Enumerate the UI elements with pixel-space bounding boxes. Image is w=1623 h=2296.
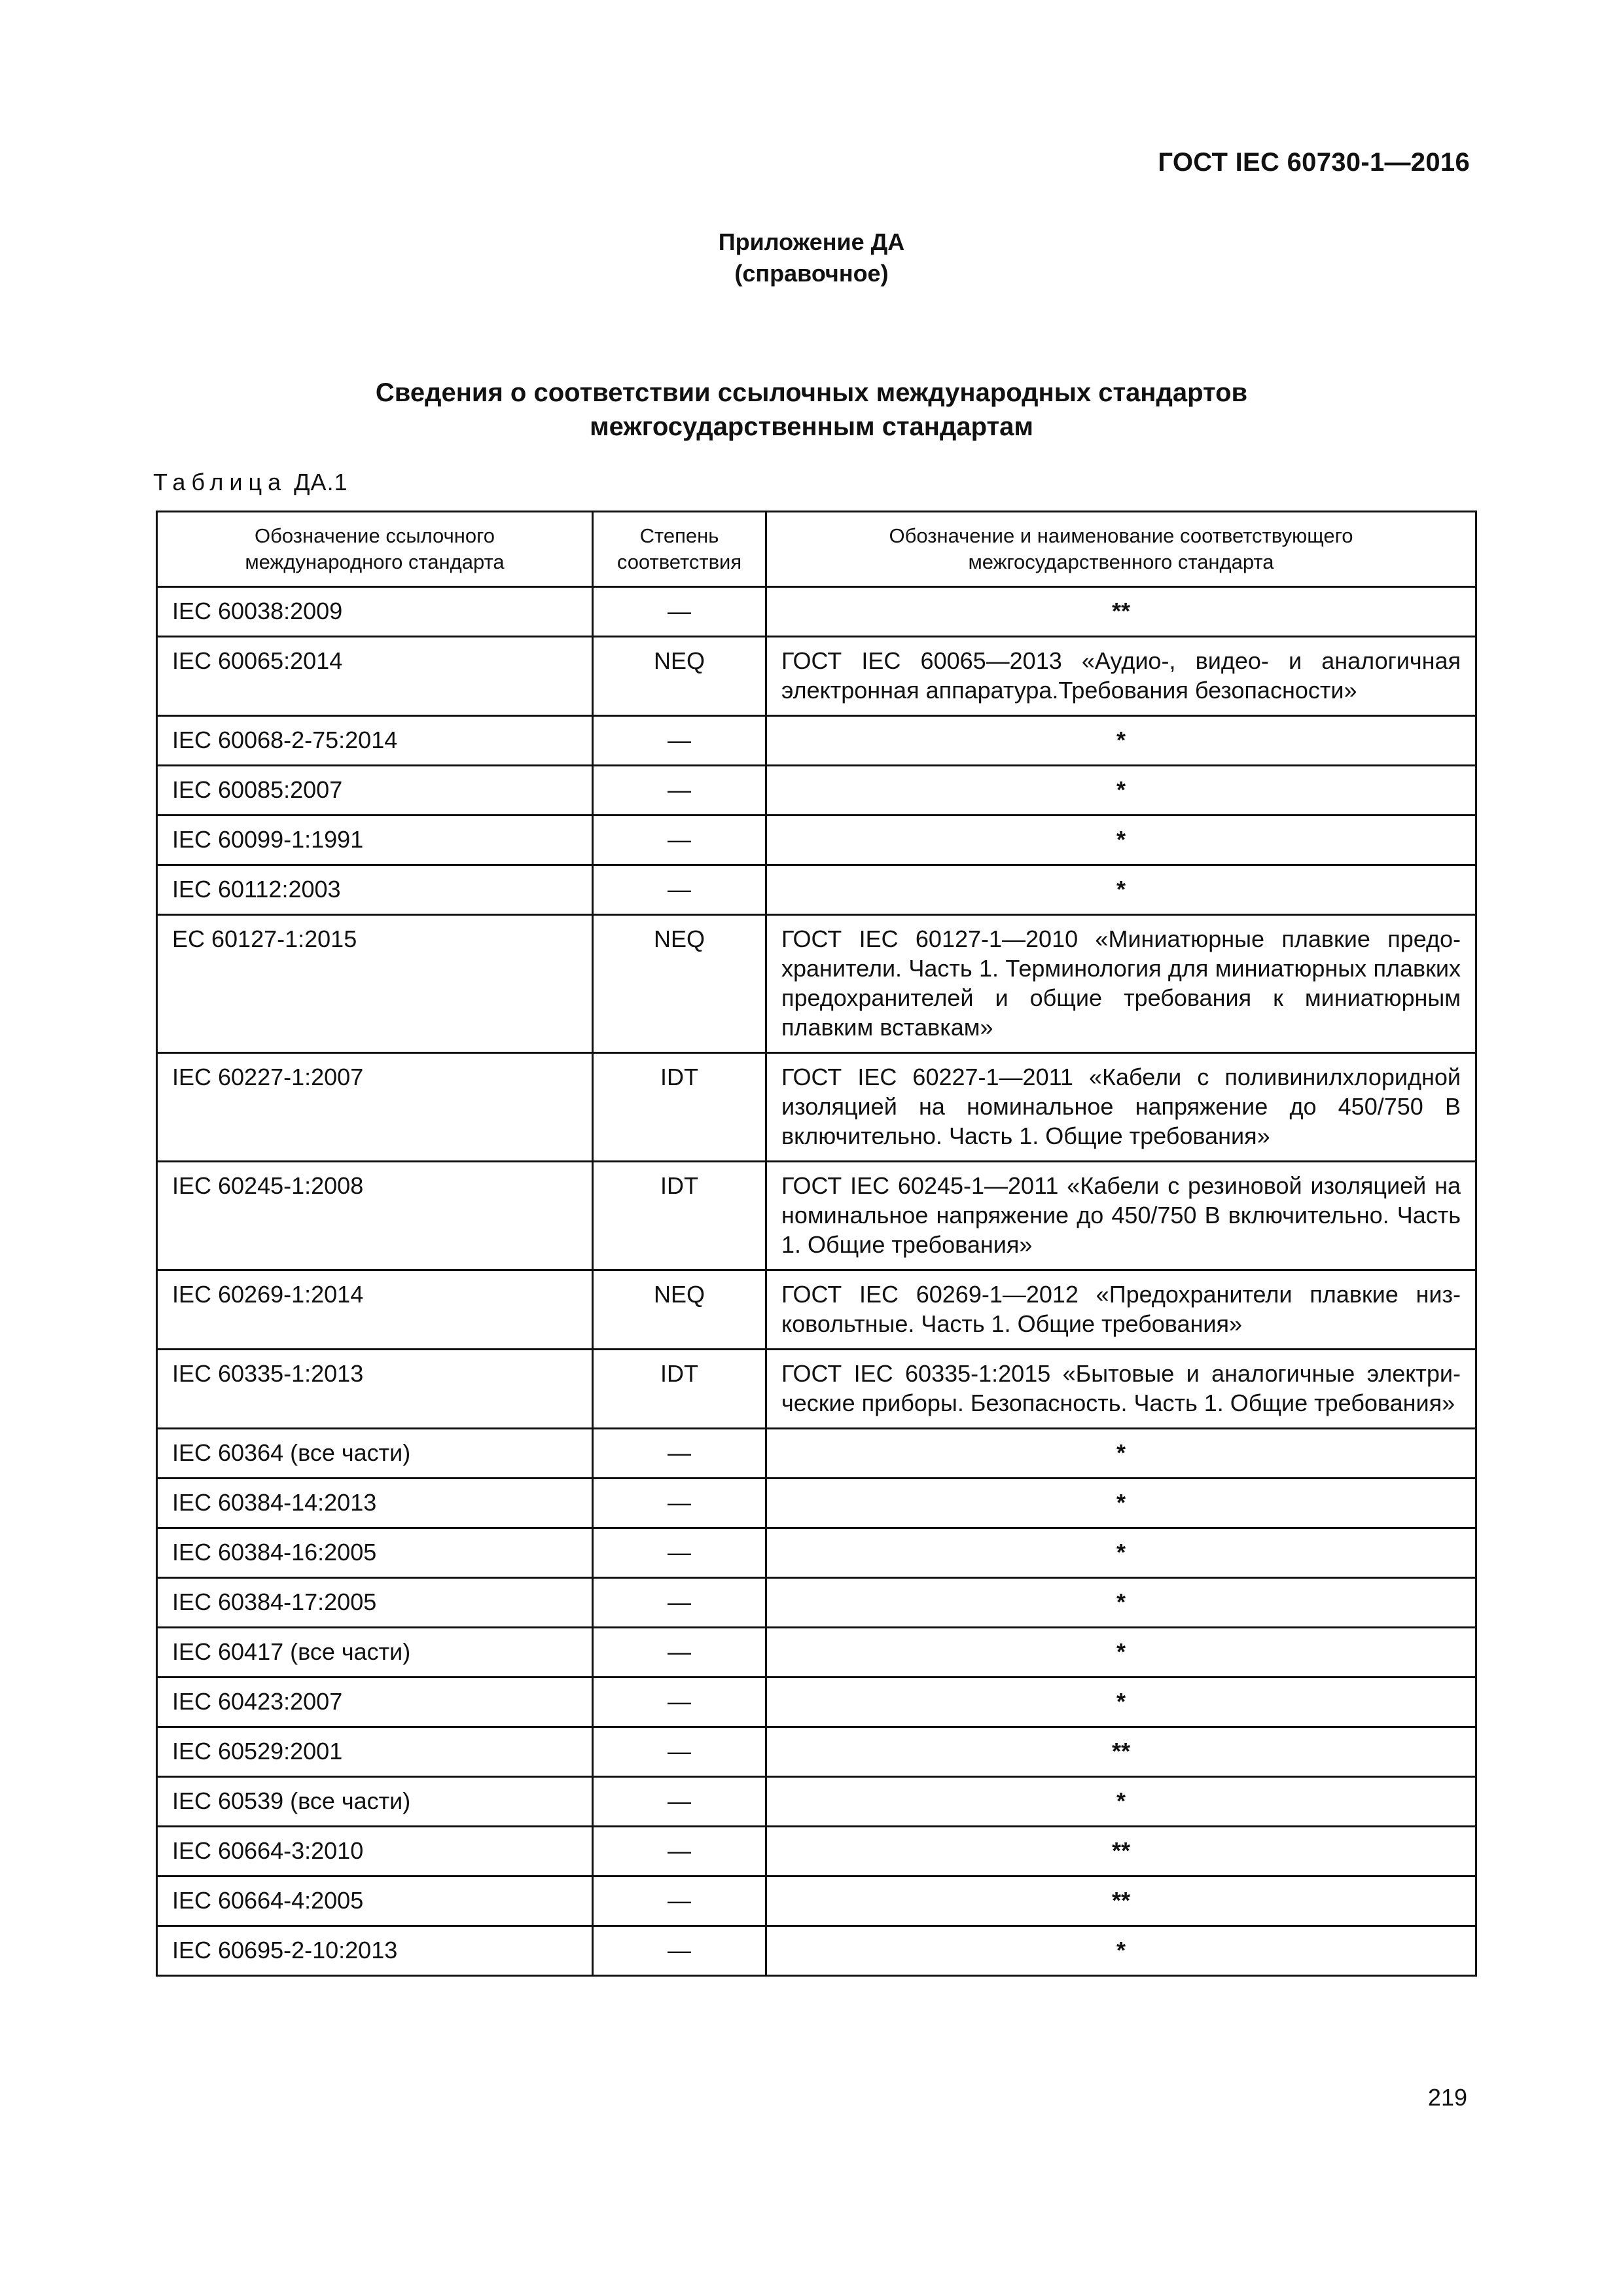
- table-row: [157, 1429, 1476, 1479]
- header-degree-line-1: Степень: [639, 524, 719, 547]
- reference-standard-cell: IEC 60417 (все части): [157, 1628, 593, 1677]
- degree-cell: —: [593, 716, 766, 766]
- header-national-standard: [766, 512, 1476, 587]
- reference-standard-cell: IEC 60364 (все части): [157, 1429, 593, 1479]
- reference-standard-cell: IEC 60384-16:2005: [157, 1528, 593, 1578]
- table-row: [157, 1350, 1476, 1429]
- degree-cell: —: [593, 766, 766, 816]
- degree-cell: —: [593, 587, 766, 637]
- degree-cell: IDT: [593, 1053, 766, 1162]
- reference-standard-cell: IEC 60065:2014: [157, 637, 593, 716]
- table-row: [157, 1270, 1476, 1350]
- degree-cell: NEQ: [593, 915, 766, 1053]
- national-standard-cell: *: [766, 766, 1476, 816]
- header-reference-line-2: международного стандарта: [245, 550, 505, 573]
- degree-cell: NEQ: [593, 1270, 766, 1350]
- degree-cell: —: [593, 1677, 766, 1727]
- national-standard-cell: ГОСТ IEC 60127-1—2010 «Миниатюрные плавкие предохранители. Часть 1. Терминология для миниатюрных плавких предохранителей и общие требования к миниатюрным плавким вставкам»: [766, 915, 1476, 1053]
- degree-cell: IDT: [593, 1350, 766, 1429]
- degree-cell: —: [593, 1926, 766, 1976]
- national-standard-cell: ГОСТ IEC 60269-1—2012 «Предохранители плавкие низковольтные. Часть 1. Общие требования»: [766, 1270, 1476, 1350]
- document-code: ГОСТ IEC 60730-1—2016: [1158, 148, 1470, 177]
- page-title-line-2: межгосударственным стандартам: [590, 412, 1033, 441]
- national-standard-cell: *: [766, 865, 1476, 915]
- reference-standard-cell: IEC 60664-4:2005: [157, 1876, 593, 1926]
- national-standard-cell: *: [766, 1479, 1476, 1528]
- national-standard-cell: **: [766, 1876, 1476, 1926]
- table-row: [157, 1876, 1476, 1926]
- reference-standard-cell: IEC 60269-1:2014: [157, 1270, 593, 1350]
- header-reference-line-1: Обозначение ссылочного: [255, 524, 495, 547]
- reference-standard-cell: IEC 60664-3:2010: [157, 1827, 593, 1876]
- header-degree-of-correspondence: [593, 512, 766, 587]
- reference-standard-cell: IEC 60112:2003: [157, 865, 593, 915]
- reference-standard-cell: IEC 60529:2001: [157, 1727, 593, 1777]
- table-row: [157, 1677, 1476, 1727]
- table-row: [157, 1926, 1476, 1976]
- national-standard-cell: ГОСТ IEC 60065—2013 «Аудио-, видео- и аналогичная электронная аппаратура.Требования безопасности»: [766, 637, 1476, 716]
- degree-cell: —: [593, 816, 766, 865]
- page-title-line-1: Сведения о соответствии ссылочных международных стандартов: [375, 378, 1248, 407]
- table-row: [157, 637, 1476, 716]
- reference-standard-cell: IEC 60539 (все части): [157, 1777, 593, 1827]
- table-row: [157, 1578, 1476, 1628]
- degree-cell: —: [593, 1827, 766, 1876]
- national-standard-cell: *: [766, 1528, 1476, 1578]
- table-row: [157, 1528, 1476, 1578]
- reference-standard-cell: EC 60127-1:2015: [157, 915, 593, 1053]
- table-caption: [153, 469, 348, 496]
- degree-cell: —: [593, 1578, 766, 1628]
- national-standard-cell: *: [766, 716, 1476, 766]
- standards-correspondence-table: [156, 511, 1477, 1977]
- reference-standard-cell: IEC 60384-14:2013: [157, 1479, 593, 1528]
- table-row: [157, 1628, 1476, 1677]
- national-standard-cell: ГОСТ IEC 60245-1—2011 «Кабели с резиновой изоляцией на номинальное напряжение до 450/750 В включительно. Часть 1. Общие требования»: [766, 1162, 1476, 1270]
- degree-cell: NEQ: [593, 637, 766, 716]
- table-row: [157, 1827, 1476, 1876]
- national-standard-cell: *: [766, 1429, 1476, 1479]
- national-standard-cell: *: [766, 1578, 1476, 1628]
- table-row: [157, 1727, 1476, 1777]
- degree-cell: —: [593, 1429, 766, 1479]
- annex-heading: [0, 226, 1623, 289]
- degree-cell: —: [593, 1528, 766, 1578]
- reference-standard-cell: IEC 60695-2-10:2013: [157, 1926, 593, 1976]
- header-national-line-1: Обозначение и наименование соответствующего: [889, 524, 1353, 547]
- reference-standard-cell: IEC 60068-2-75:2014: [157, 716, 593, 766]
- table-row: [157, 915, 1476, 1053]
- degree-cell: IDT: [593, 1162, 766, 1270]
- national-standard-cell: **: [766, 587, 1476, 637]
- national-standard-cell: *: [766, 1677, 1476, 1727]
- degree-cell: —: [593, 1777, 766, 1827]
- page-title: [0, 376, 1623, 444]
- degree-cell: —: [593, 865, 766, 915]
- national-standard-cell: *: [766, 816, 1476, 865]
- national-standard-cell: ГОСТ IEC 60227-1—2011 «Кабели с поливинилхлоридной изоляцией на номинальное напряжение до 450/750 В включительно. Часть 1. Общие требования»: [766, 1053, 1476, 1162]
- table-header-row: [157, 512, 1476, 587]
- table-row: [157, 1162, 1476, 1270]
- degree-cell: —: [593, 1876, 766, 1926]
- national-standard-cell: *: [766, 1628, 1476, 1677]
- annex-title: Приложение ДА: [718, 228, 905, 255]
- header-national-line-2: межгосударственного стандарта: [968, 550, 1274, 573]
- reference-standard-cell: IEC 60038:2009: [157, 587, 593, 637]
- degree-cell: —: [593, 1479, 766, 1528]
- national-standard-cell: *: [766, 1926, 1476, 1976]
- table-row: [157, 1053, 1476, 1162]
- reference-standard-cell: IEC 60335-1:2013: [157, 1350, 593, 1429]
- reference-standard-cell: IEC 60227-1:2007: [157, 1053, 593, 1162]
- degree-cell: —: [593, 1727, 766, 1777]
- reference-standard-cell: IEC 60085:2007: [157, 766, 593, 816]
- national-standard-cell: **: [766, 1827, 1476, 1876]
- table-row: [157, 766, 1476, 816]
- table-row: [157, 865, 1476, 915]
- table-caption-number: ДА.1: [294, 469, 348, 495]
- header-reference-standard: [157, 512, 593, 587]
- table-caption-word: Таблица: [153, 469, 287, 495]
- reference-standard-cell: IEC 60384-17:2005: [157, 1578, 593, 1628]
- reference-standard-cell: IEC 60423:2007: [157, 1677, 593, 1727]
- annex-type: (справочное): [734, 260, 889, 287]
- table-row: [157, 816, 1476, 865]
- table-row: [157, 1479, 1476, 1528]
- table-row: [157, 716, 1476, 766]
- page-number: 219: [1427, 2084, 1467, 2111]
- national-standard-cell: **: [766, 1727, 1476, 1777]
- reference-standard-cell: IEC 60245-1:2008: [157, 1162, 593, 1270]
- degree-cell: —: [593, 1628, 766, 1677]
- reference-standard-cell: IEC 60099-1:1991: [157, 816, 593, 865]
- table-row: [157, 587, 1476, 637]
- table-body: [157, 587, 1476, 1976]
- table-row: [157, 1777, 1476, 1827]
- national-standard-cell: ГОСТ IEC 60335-1:2015 «Бытовые и аналогичные электрические приборы. Безопасность. Часть 1. Общие требования»: [766, 1350, 1476, 1429]
- national-standard-cell: *: [766, 1777, 1476, 1827]
- header-degree-line-2: соответствия: [616, 550, 742, 573]
